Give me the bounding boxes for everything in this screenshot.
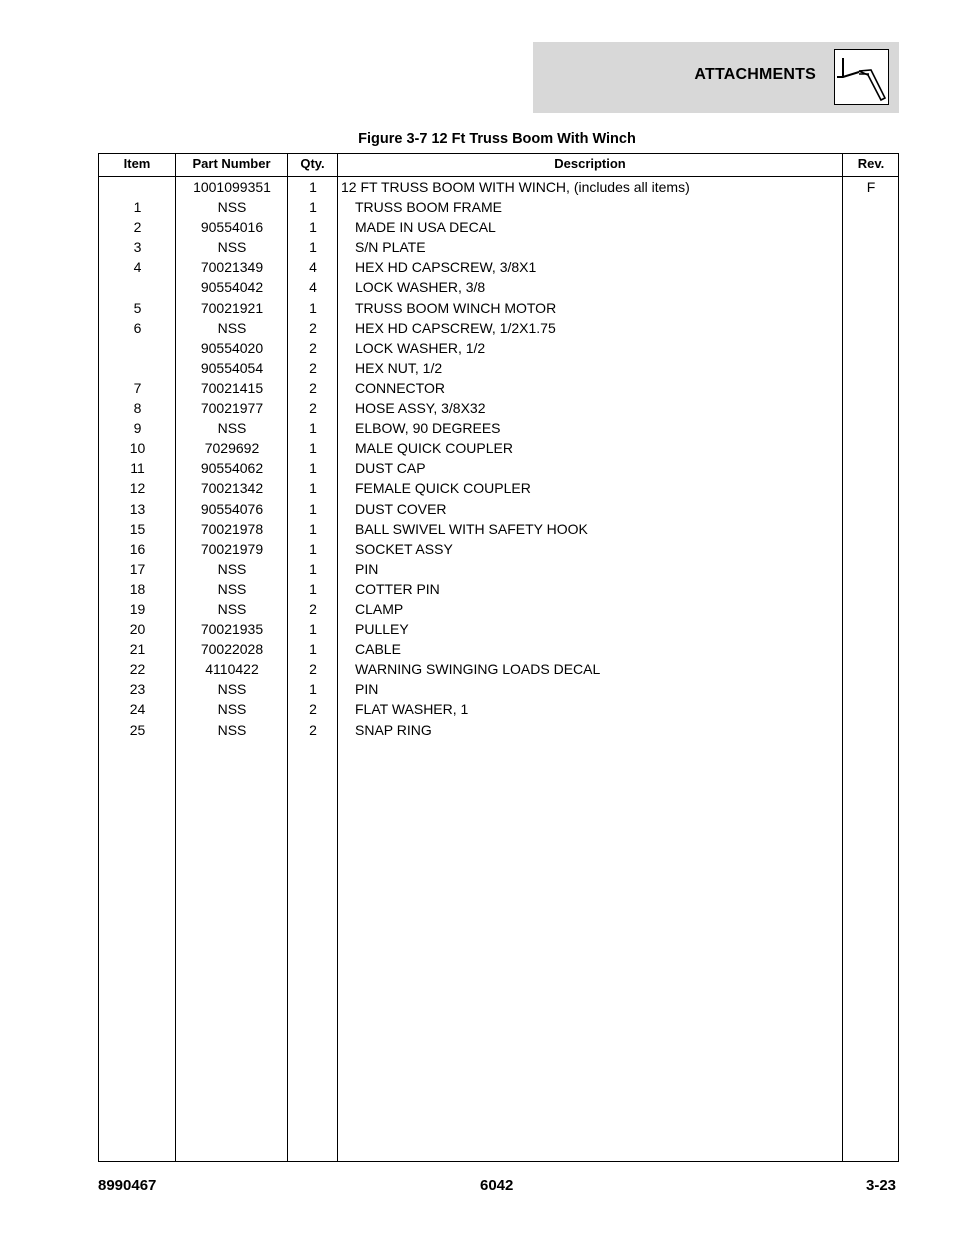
boom-attachment-icon [834,49,889,105]
quantity-cell: 1 [309,480,317,497]
item-number-cell: 21 [129,641,146,658]
quantity-cell: 1 [309,460,317,477]
item-number-cell: 6 [133,319,142,336]
description-cell: BALL SWIVEL WITH SAFETY HOOK [355,520,588,537]
table-row [99,699,898,719]
quantity-cell: 1 [309,681,317,698]
quantity-cell: 2 [309,400,317,417]
table-row [99,559,898,579]
quantity-cell: 2 [309,721,317,738]
table-row [99,318,898,338]
description-cell: HOSE ASSY, 3/8X32 [355,400,486,417]
table-row [99,418,898,438]
quantity-cell: 2 [309,339,317,356]
table-row [99,499,898,519]
quantity-cell: 1 [309,179,317,195]
description-cell: PIN [355,681,379,698]
description-cell: WARNING SWINGING LOADS DECAL [355,661,601,678]
description-cell: PIN [355,560,379,577]
description-cell: S/N PLATE [355,239,426,256]
description-cell: LOCK WASHER, 3/8 [355,279,486,296]
item-number-cell: 10 [129,440,146,457]
table-row [99,458,898,478]
item-number-cell: 1 [133,199,142,216]
section-title: ATTACHMENTS [694,66,816,83]
table-row [99,679,898,699]
item-number-cell: 18 [129,580,146,597]
table-row [99,257,898,277]
item-number-cell: 7 [133,379,142,396]
quantity-cell: 4 [309,279,317,296]
part-number-cell: 90554020 [200,339,264,356]
part-number-cell: NSS [217,600,247,617]
part-number-cell: NSS [217,239,247,256]
description-cell: CONNECTOR [355,379,445,396]
part-number-cell: 7029692 [204,440,260,457]
description-cell: HEX NUT, 1/2 [355,359,443,376]
item-number-cell: 13 [129,500,146,517]
description-cell: CLAMP [355,600,404,617]
part-number-cell: 1001099351 [193,179,271,195]
table-row [99,358,898,378]
description-cell: HEX HD CAPSCREW, 1/2X1.75 [355,319,556,336]
quantity-cell: 1 [309,299,317,316]
description-cell: DUST CAP [355,460,426,477]
description-cell: COTTER PIN [355,580,440,597]
footer-document-number: 8990467 [98,1177,157,1194]
column-header-qty: Qty. [300,156,325,171]
quantity-cell: 4 [309,259,317,276]
column-header-part-number: Part Number [192,156,271,171]
description-cell: TRUSS BOOM WINCH MOTOR [355,299,557,316]
quantity-cell: 1 [309,500,317,517]
table-row [99,438,898,458]
item-number-cell: 24 [129,701,146,718]
item-number-cell: 25 [129,721,146,738]
item-number-cell: 5 [133,299,142,316]
part-number-cell: NSS [217,681,247,698]
table-row [99,237,898,257]
item-number-cell: 15 [129,520,146,537]
quantity-cell: 1 [309,621,317,638]
description-cell: MALE QUICK COUPLER [355,440,513,457]
quantity-cell: 1 [309,239,317,256]
part-number-cell: 70021978 [200,520,264,537]
part-number-cell: 70021935 [200,621,264,638]
item-number-cell: 8 [133,400,142,417]
quantity-cell: 1 [309,219,317,236]
table-row [99,539,898,559]
table-row [99,378,898,398]
description-cell: TRUSS BOOM FRAME [355,199,503,216]
description-cell: ELBOW, 90 DEGREES [355,420,501,437]
item-number-cell: 17 [129,560,146,577]
section-header [533,42,899,113]
quantity-cell: 1 [309,540,317,557]
part-number-cell: 90554062 [200,460,264,477]
part-number-cell: NSS [217,580,247,597]
table-row [99,197,898,217]
part-number-cell: 90554042 [200,279,264,296]
part-number-cell: 70021979 [200,540,264,557]
description-cell: PULLEY [355,621,409,638]
description-cell: HEX HD CAPSCREW, 3/8X1 [355,259,537,276]
description-cell: FLAT WASHER, 1 [355,701,469,718]
part-number-cell: 90554054 [200,359,264,376]
column-header-rev: Rev. [857,156,885,171]
item-number-cell: 4 [133,259,142,276]
table-row [99,478,898,498]
table-row [99,639,898,659]
table-row [99,579,898,599]
quantity-cell: 1 [309,199,317,216]
item-number-cell: 20 [129,621,146,638]
description-cell: 12 FT TRUSS BOOM WITH WINCH, (includes all items) [341,179,690,195]
description-cell: LOCK WASHER, 1/2 [355,339,486,356]
table-row [99,177,898,197]
quantity-cell: 2 [309,379,317,396]
table-row [99,217,898,237]
quantity-cell: 2 [309,661,317,678]
item-number-cell: 23 [129,681,146,698]
table-body [99,177,898,740]
table-row [99,599,898,619]
description-cell: FEMALE QUICK COUPLER [355,480,531,497]
quantity-cell: 2 [309,359,317,376]
part-number-cell: 90554076 [200,500,264,517]
quantity-cell: 1 [309,520,317,537]
part-number-cell: 4110422 [205,661,259,678]
quantity-cell: 2 [309,600,317,617]
quantity-cell: 1 [309,560,317,577]
table-row [99,398,898,418]
description-cell: MADE IN USA DECAL [355,219,496,236]
item-number-cell: 11 [130,460,145,477]
part-number-cell: 70021977 [200,400,264,417]
quantity-cell: 1 [309,641,317,658]
description-cell: SNAP RING [355,721,432,738]
part-number-cell: NSS [217,560,247,577]
part-number-cell: 70021342 [200,480,264,497]
description-cell: CABLE [355,641,401,658]
item-number-cell: 2 [133,219,142,236]
part-number-cell: NSS [217,319,247,336]
part-number-cell: NSS [217,701,247,718]
quantity-cell: 1 [309,420,317,437]
quantity-cell: 1 [309,440,317,457]
revision-cell: F [866,179,876,195]
description-cell: SOCKET ASSY [355,540,453,557]
table-row [99,659,898,679]
table-row [99,277,898,297]
table-row [99,519,898,539]
item-number-cell: 3 [133,239,142,256]
footer-model: 6042 [480,1177,514,1194]
part-number-cell: 70022028 [200,641,264,658]
part-number-cell: 90554016 [200,219,264,236]
figure-title: Figure 3-7 12 Ft Truss Boom With Winch [358,131,636,147]
quantity-cell: 2 [309,701,317,718]
part-number-cell: NSS [217,721,247,738]
column-header-item: Item [123,156,151,171]
part-number-cell: 70021415 [200,379,264,396]
table-row [99,720,898,740]
part-number-cell: 70021349 [200,259,264,276]
parts-table [98,153,899,1162]
item-number-cell: 9 [133,420,142,437]
column-header-description: Description [554,156,626,171]
item-number-cell: 12 [129,480,146,497]
item-number-cell: 16 [129,540,146,557]
part-number-cell: NSS [217,420,247,437]
table-row [99,298,898,318]
quantity-cell: 1 [309,580,317,597]
item-number-cell: 22 [129,661,146,678]
part-number-cell: 70021921 [200,299,264,316]
table-row [99,338,898,358]
item-number-cell: 19 [129,600,146,617]
quantity-cell: 2 [309,319,317,336]
part-number-cell: NSS [217,199,247,216]
description-cell: DUST COVER [355,500,447,517]
table-row [99,619,898,639]
footer-page-number: 3-23 [866,1177,897,1194]
